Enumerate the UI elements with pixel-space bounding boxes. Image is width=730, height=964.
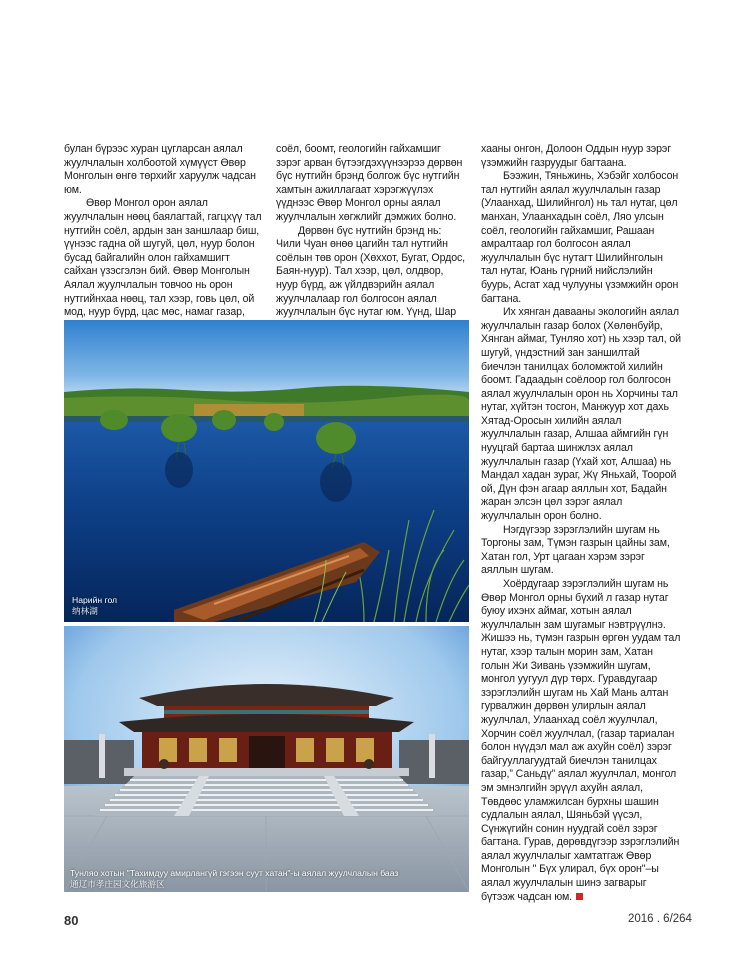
paragraph: булан бүрээс хуран цугларсан аялал жуулчлалын холбоотой хүмүүст Өвөр Монголын өнгө төрхийг харуулж чадсан юм. [64,143,256,196]
caption-chinese: 纳林湖 [72,606,98,616]
paragraph [481,578,681,904]
paragraph: соёл, боомт, геологийн гайхамшиг зэрэг арван бүтээгдэхүүнээрээ дөрвөн бүс нутгийн брэнд болгож бүс нутгийн хамтын ажиллагаат хэрэгжүүлэх үүднээс Өвөр Монгол орны аялал жуулчлалын хөгжлийг дэмжих болно. [276,143,463,223]
paragraph: Их хянган давааны экологийн аялал жуулчлалын газар болох (Хөлөнбуйр, Хянган аймаг, Тунляо хот) нь хээр тал, ой шугуй, үндэстний зан заншилтай биечлэн танилцах боломжтой хилийн боомт. Гадаадын соёлоор гол болгосон аялал жуулчлалын орон нь Хорчины тал нутаг, хүйтэн тосгон, Манжуур хот дахь Хятад-Оросын хилийн аялал жуулчлалын газар, Алшаа аймгийн гүн нууцгай бартаа шинжлэх аялал жуулчлалын газар (Үхай хот, Алшаа) нь Мандал хадан зураг, Жү Яньхай, Тоорой ой, Дүн фэн агаар аяллын хот, Бадайн жаран элсэн цөл зэрэг аялал жуулчлалын орон болно. [481,306,682,523]
paragraph: хааны онгон, Долоон Оддын нуур зэрэг үзэмжийн газруудыг багтаана. [481,143,671,169]
paragraph: Өвөр Монгол орон аялал жуулчлалын нөөц баялагтай, гагцхүү тал нутгийн соёл, ардын зан заншлаар биш, үүнээс гадна ой шугуй, цөл, нуур болон бусад байгалийн олон гайхамшигт сайхан үзэсгэлэн бий. Өвөр Монголын Аялал жуулчлалын товчоо нь орон нутгийнхаа нөөц, тал хээр, говь цөл, ой мод, нуур бүрд, цас мөс, намаг газар, [64,197,262,319]
caption-chinese: 通辽市孝庄园文化旅游区 [70,879,165,889]
paragraph: Бээжин, Тяньжинь, Хэбэйг холбосон тал нутгийн аялал жуулчлалын газар (Улаанхад, Шилийнгол) нь тал нутаг, цөл манхан, Улаанхадын соёл, Ляо улсын соёл, геологийн гайхамшиг, Рашаан амралтаар гол болгосон аялал жуулчлалын бүс нутагт Шилийнголын тал нутаг, Юань гүрний нийслэлийн буурь, Асгат хад чулууны үзэмжийн орон багтана. [481,170,679,305]
lake-photo [64,320,469,622]
photo-caption [72,595,117,617]
paragraph: Дөрвөн бүс нутгийн брэнд нь: Чили Чуан өнөө цагийн тал нутгийн соёлын төв орон (Хөххот, Бугат, Ордос, Баян-нуур). Тал хээр, цөл, олдвор, нуур бүрд, аж үйлдвэрийн аялал жуулчлалаар гол болгосон аялал жуулчлалын бүс нутаг юм. Үүнд, Шар [276,224,466,319]
article-column-2 [276,143,468,333]
paragraph: Нэгдүгээр зэрэглэлийн шугам нь Торгоны зам, Түмэн газрын цайны зам, Хатан гол, Урт цагаан хэрэм зэрэг аяллын шугам. [481,523,670,577]
temple-photo [64,626,469,892]
photo-caption [70,868,398,890]
end-mark-icon [576,893,583,900]
page-number: 80 [64,913,79,928]
issue-number: 2016 . 6/264 [628,913,692,925]
caption-mongolian: Нарийн гол [72,595,118,605]
paragraph-text: Хоёрдугаар зэрэглэлийн шугам нь Өвөр Монгол орны бүхий л газар нутаг буюу ихэнх аймаг, хотын аялал жуулчлалын зам шугамыг нэвтрүүлнэ. Жишээ нь, түмэн газрын өргөн уудам тал нутаг, хээр талын морин зам, Хатан голын Жи Зивань үзэмжийн шугам, монгол уугуул дүр төрх. Гуравдугаар зэрэглэлийн шугам нь Хай Мань алтан гурвалжин дөрвөн улирлын аялал жуулчлал, Улаанхад соёл жуулчлал, Хорчин соёл жуулчлал, (газар тариалан болон нүүдэл мал аж ахуйн соёл) зэрэг байгууллагуудтай биечлэн танилцах газар,” Саньдү” аялал жуулчлал, монгол эм эмнэлгийн эрүүл ахуйн аялал, Төвдөөс уламжилсан бурхны шашин судлалын аялал, Шяньбэй үүсэл, Сүнжүгийн сонин нуудгай соёл зэрэг багтана. Гурав, дөрөвдүгээр зэрэглэлийн аялал жуулчлалыг хамтатгаж Өвөр Монголын " Бүх улирал, бүх орон"–ы аялал жуулчлалын шинэ загварыг бүтээж чадсан юм. [481,578,681,903]
caption-mongolian: Тунляо хотын "Тахимдуу амирлангүй гэгээн суут хатан"-ы аялал жуулчлалын бааз [70,868,399,878]
article-column-3 [481,143,681,904]
article-column-1 [64,143,264,333]
